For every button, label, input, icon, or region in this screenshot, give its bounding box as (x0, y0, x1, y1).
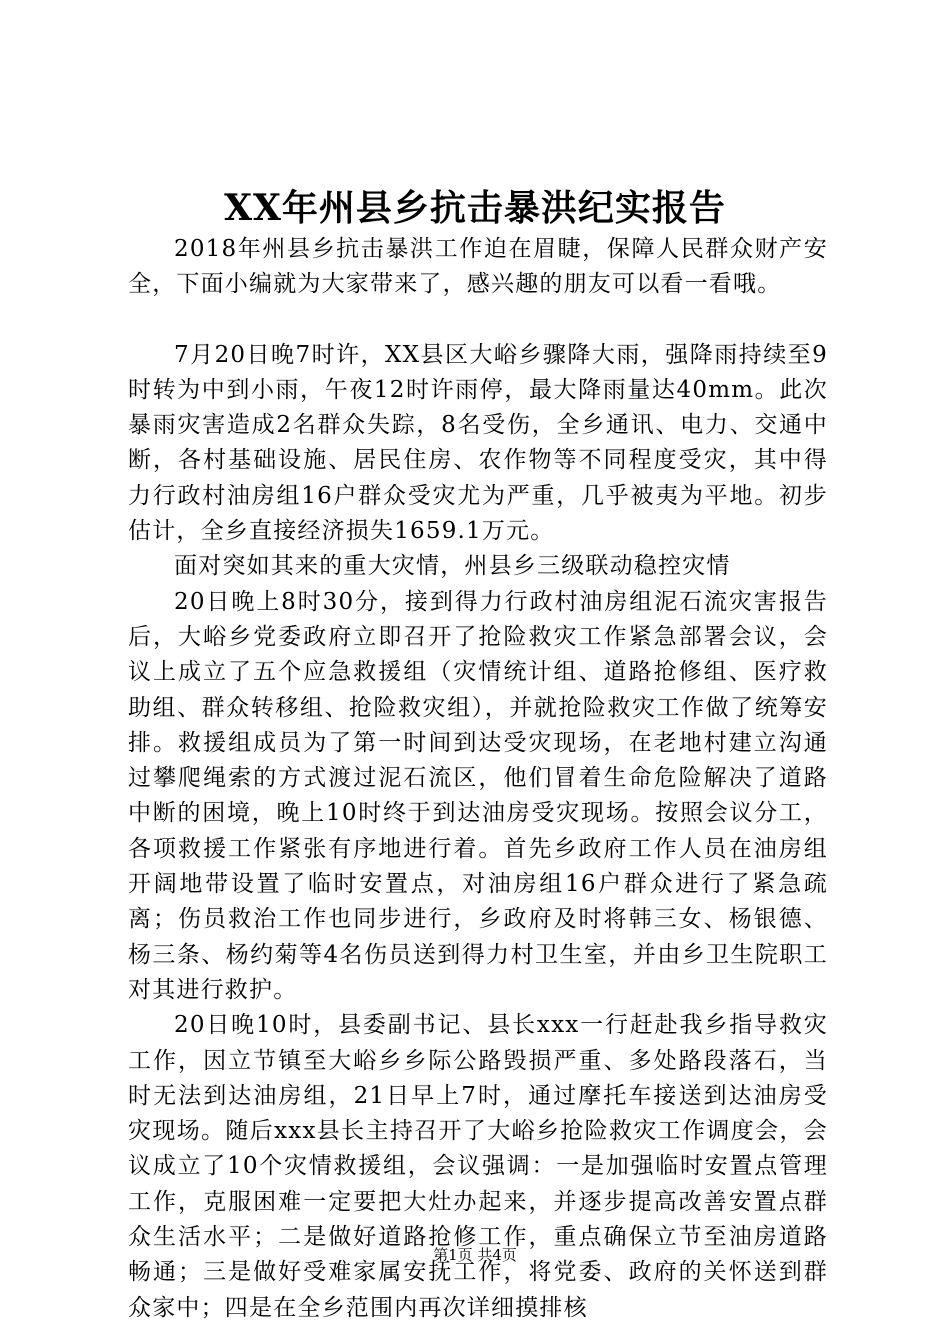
rescue-deployment-paragraph: 20日晚上8时30分，接到得力行政村油房组泥石流灾害报告后，大峪乡党委政府立即召开了抢险救灾工作紧急部署会议，会议上成立了五个应急救援组（灾情统计组、道路抢修组、医疗救助组、群众转移组、抢险救灾组），并就抢险救灾工作做了统筹安排。救援组成员为了第一时间到达受灾现场，在老地村建立沟通过攀爬绳索的方式渡过泥石流区，他们冒着生命危险解决了道路中断的困境，晚上10时终于到达油房受灾现场。按照会议分工，各项救援工作紧张有序地进行着。首先乡政府工作人员在油房组开阔地带设置了临时安置点，对油房组16户群众进行了紧急疏离；伤员救治工作也同步进行，乡政府及时将韩三女、杨银德、杨三条、杨约菊等4名伤员送到得力村卫生室，并由乡卫生院职工对其进行救护。 (128, 588, 828, 1003)
page-number-footer: 第1页 共4页 (433, 1246, 517, 1264)
county-leadership-paragraph: 20日晚10时，县委副书记、县长xxx一行赶赴我乡指导救灾工作，因立节镇至大峪乡乡际公路毁损严重、多处路段落石，当时无法到达油房组，21日早上7时，通过摩托车接送到达油房受灾现场。随后xxx县长主持召开了大峪乡抢险救灾工作调度会，会议成立了10个灾情救援组，会议强调：一是加强临时安置点管理工作，克服困难一定要把大灶办起来，并逐步提高改善安置点群众生活水平；二是做好道路抢修工作，重点确保立节至油房道路畅通；三是做好受难家属安抚工作，将党委、政府的关怀送到群众家中；四是在全乡范围内再次详细摸排核 (128, 1012, 828, 1321)
intro-paragraph: 2018年州县乡抗击暴洪工作迫在眉睫，保障人民群众财产安全，下面小编就为大家带来了，感兴趣的朋友可以看一看哦。 (128, 236, 828, 298)
section-heading-paragraph: 面对突如其来的重大灾情，州县乡三级联动稳控灾情 (174, 553, 731, 580)
document-title: XX年州县乡抗击暴洪纪实报告 (224, 187, 726, 229)
disaster-summary-paragraph: 7月20日晚7时许，XX县区大峪乡骤降大雨，强降雨持续至9时转为中到小雨，午夜12时许雨停，最大降雨量达40mm。此次暴雨灾害造成2名群众失踪，8名受伤，全乡通讯、电力、交通中断，各村基础设施、居民住房、农作物等不同程度受灾，其中得力行政村油房组16户群众受灾尤为严重，几乎被夷为平地。初步估计，全乡直接经济损失1659.1万元。 (128, 341, 828, 545)
document-body (128, 232, 828, 1326)
